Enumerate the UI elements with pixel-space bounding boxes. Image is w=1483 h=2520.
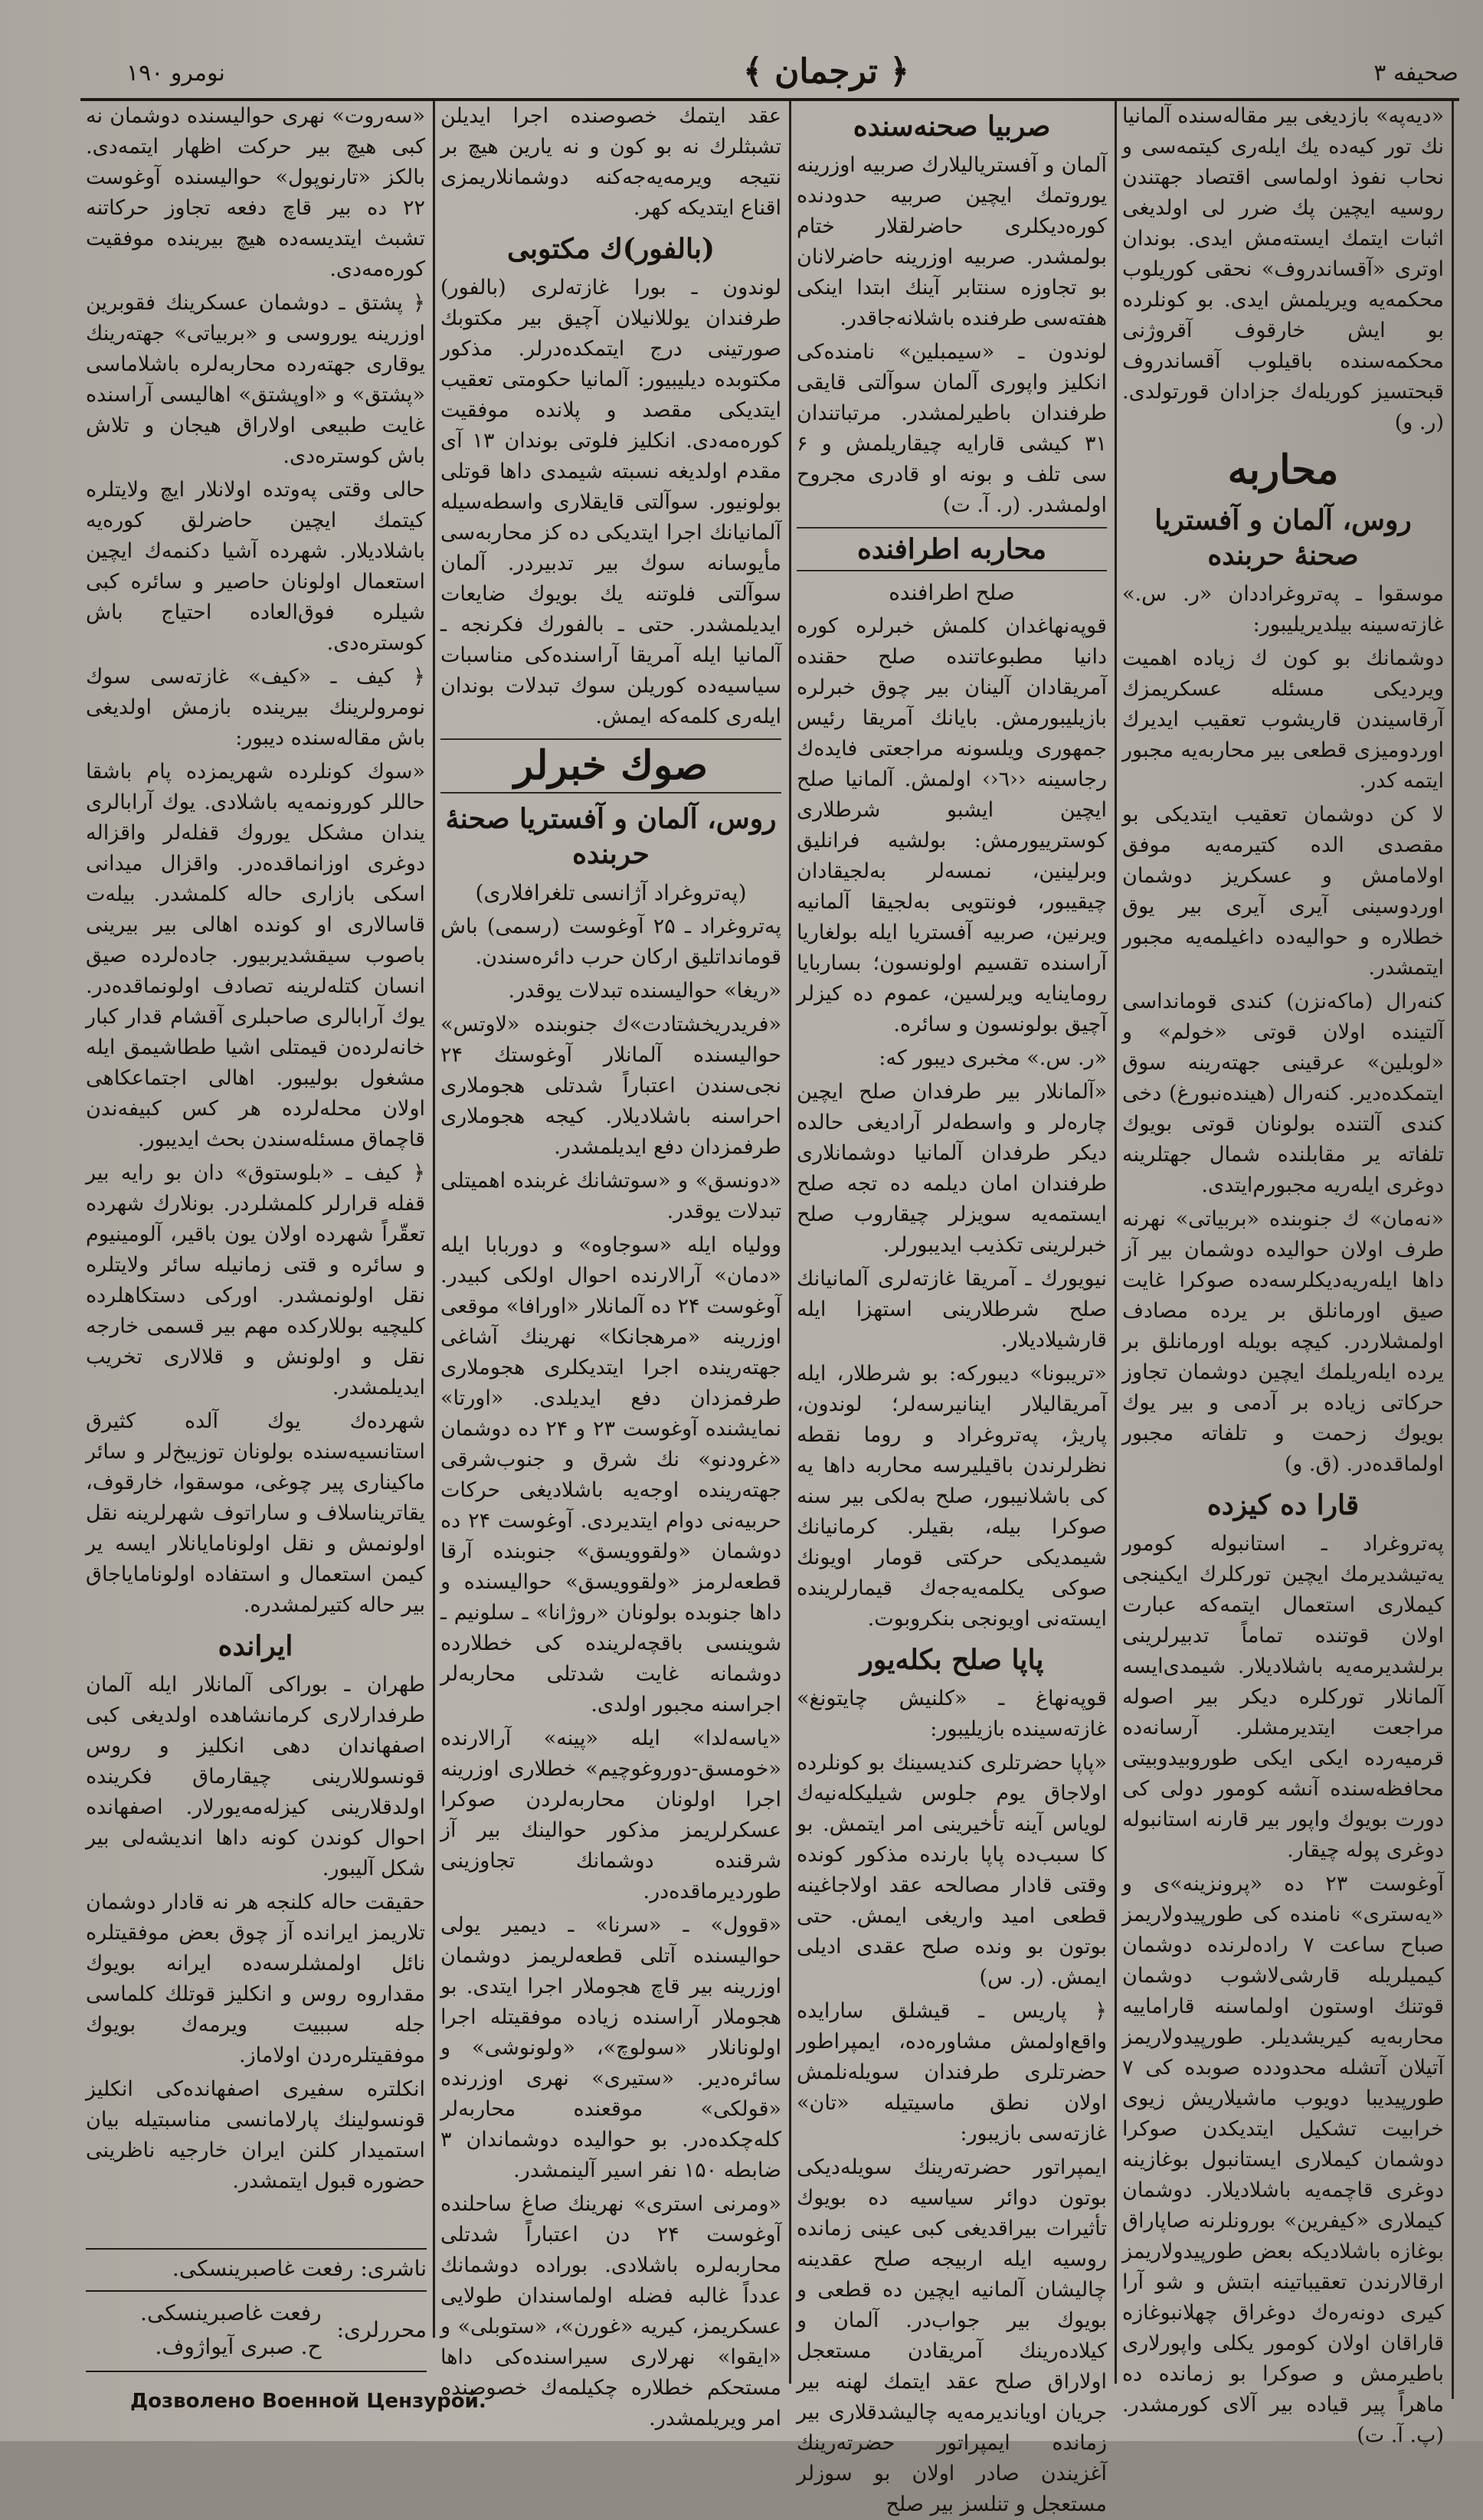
article-paragraph: قوپەنهاغدان کلمش خبرلره کوره دانیا مطبوعاتنده صلح حقنده آمریقادان آلینان بیر چوق خبرلره بازیلیبورمش. بایانك آمریقا رئیس جمهوری ویلسونه مراجعتی فایده‌ك رجاسینه ‹‹٦‹› اولمش. آلمانیا صلح ایچین ایشبو شرطلاری کوسترییورمش: بولشیه فرانلیق وبرلینین، نمسه‌لر بەلجیقادان چیقیبور، فونتویی بەلجیقا آلمانیه ویرنین، صربیه آفستریا ایله بولغاریا آراسنده تقسیم اولونسون؛ بساربایا روماینایه ویرلسین، عموم ده کیزلر آچیق بولونسون و سائره.	[797, 614, 1107, 1036]
article-paragraph: «ر. س.» مخبری دیبور که:	[879, 1046, 1107, 1070]
article-paragraph: «سەروت» نهری حوالیسنده دوشمان نه کبی هیچ بیر حرکت اظهار ایتمه‌دی. بالکز «تارنوپول» حوالیسنده آوغوست ۲۲ ده بیر قاچ دفعه تجاوز حرکاتنه تشبث ایتدیسه‌ده هیچ بیرینده موفقیت کوره‌مه‌دی.	[86, 104, 425, 281]
article-paragraph: لوندون ـ «سیمبلین» نامنده‌کی انکلیز واپوری آلمان سوآلتی قایقی طرفندان باطیرلمشدر. مرتباتندان ۳۱ کیشی قارایه چیقاریلمش و ۶ سی تلف و بونه او قادری مجروح اولمشدر. (ر. آ. ت)	[797, 340, 1107, 517]
article-paragraph: «ومرنی استری» نهرینك صاغ ساحلنده آوغوست ۲۴ دن اعتباراً شدتلی محاربه‌لره باشلادی. بوراده دوشمانك عدداً غالبه فضله اولماسندان طولایی عسکریمز، کیریه «غورن»، «ستوبلی» و «ایقوا» نهرلاری سیراسنده‌کی داها مستحکم خطلاره چکیلمه‌ك خصوصنده امر ویریلمشدر.	[440, 2192, 781, 2430]
publisher-name: رفعت غاصبرینسکی.	[172, 2256, 354, 2281]
publisher-line	[86, 2252, 427, 2286]
publisher-label: ناشری:	[360, 2256, 427, 2281]
section-heading: محاربه اطرافنده	[797, 527, 1107, 571]
article-paragraph: «دونسق» و «سوتشانك غربنده اهمیتلی تبدلات یوقدر.	[440, 1169, 781, 1223]
column-divider	[433, 101, 435, 2338]
editors-block	[86, 2296, 427, 2364]
article-paragraph: «تریبونا» دیبورکه: بو شرطلار، ایله آمریقالیلار اینانیرسه‌لر؛ لوندون، پاریژ، پەتروغراد و روما نقطه نظرلرندن باقیلیرسه محاربه داها یه کی باشلانیبور، صلح بەلکی بیر سنه صوکرا بیله، بقیلر. کرمانیانك شیمدیکی حرکتی قومار اویونك صوکی یکلمه‌یه‌جه‌ك قیمارلرینده ایستەنی اویونجی بنکروبوت.	[797, 1362, 1107, 1631]
newspaper-title: ﴿ ترجمان ﴾	[743, 52, 910, 91]
page-number: صحیفه ۳	[1373, 60, 1458, 87]
article-paragraph: ﴿ پاریس ـ قیشلق سارایده واقع‌اولمش مشاوره‌ده، ایمپراطور حضرتلری طرفندان سویلەنلمش اولان نطق ماسیتیله «تان» غازته‌سی بازیبور:	[797, 1999, 1107, 2145]
article-paragraph: طهران ـ بوراکی آلمانلار ایله آلمان طرفدارلاری کرمانشاهده اولدیغی کبی اصفهاندان دهی انکلیز و روس قونسوللارینی چیقارماق فکرینده اولدقلارینی کیزله‌مه‌یورلار. اصفهانده احوال کوندن کونه داها اندیشه‌لی بیر شکل آلیبور.	[86, 1673, 425, 1880]
article-heading: روس، آلمان و آفستریا صحنهٔ حربنده	[1154, 504, 1412, 571]
article-paragraph: «آلمانلار بیر طرفدان صلح ایچین چاره‌لر و واسطه‌لر آرادیغی حالده دیکر طرفدان آلمانیا دوشمانلاری طرفندان امان دیلمه ده تجه صلح ایستمه‌یه سویزلر چیقاروب صلح خبرلرینی تکذیب ایدیبورلر.	[797, 1080, 1107, 1257]
article-paragraph: لوندون ـ بورا غازته‌لری (بالفور) طرفندان یوللانیلان آچیق بیر مکتوبك صورتینی درج ایتمکده‌درلر. مذکور مکتوبده دیلیبیور: آلمانیا حکومتی تعقیب ایتدیکی مقصد و پلانده موفقیت کوره‌مه‌دی. انکلیز فلوتی بوندان ۱۳ آی مقدم اولدیغه نسبته شیمدی داها قوتلی بولونیور. سوآلتی قایقلاری واسطه‌سیله آلمانیانك اجرا ایتدیکی ده کز محاربه‌سی مأیوسانه سوك بیر تدبیردر. آلمان سوآلتی فلوتنه یك بویوك ضایعات ایدیلمشدر. حتی ـ بالفورك فکرنجه ـ آلمانیا ایله آمریقا آراسنده‌کی مناسبات سیاسیه‌ده کوریلن سوك تبدلات بوندان ایلەری کلمه‌که ایمش.	[440, 276, 781, 728]
article-paragraph: دوشمانك بو کون ك زیاده اهمیت ویردیکی مسئله عسکریمزك آرقاسیندن قاریشوب تعقیب ایدیرك اوردومیزی قطعی بیر محاربه‌یه مجبور ایتمه کدر.	[1122, 646, 1444, 793]
article-paragraph: آوغوست ۲۳ ده «پرونزینه»ی و «یەستری» نامنده کی طورپیدولاریمز صباح ساعت ۷ راده‌لرنده دوشمان کیمیلریله قارشی‌لاشوب دوشمان قوتنك اوستون اولماسنه قاراماییه محاربه‌یه کیریشدیلر. طورپیدولاریمز آتیلان آتشله محدود‌ده صوبده کی ۷ طورپیدیبا دویوب ماشیلاریش زیوی خرابیت تشکیل ایتدیکدن صوکرا دوشمان کیملاری ایستانبول بوغازینه دوغری قاچمه‌یه باشلادیلار. دوشمان کیملاری «کیفرین» بورونلرنه صاپاراق بوغازه باشلادیکه بعض طورپیدولاریمز ارقالارندن تعقیباتینه ابتش و شو آرا کیری دونه‌ره‌ك دوغراق چهلانبوغازه قاراقان اولان کومور یکلی واپورلاری باطیرمش و صوکرا بو زمانده ده ماهراً پیر قیاده بیر آلای کورمشدر. (پ. آ. ت)	[1122, 1872, 1444, 2447]
article-heading: روس، آلمان و آفستریا صحنهٔ حربنده	[445, 803, 777, 870]
article-heading: پاپا صلح بکله‌یور	[859, 1644, 1044, 1676]
page-header	[0, 44, 1483, 98]
article-paragraph: عقد ایتمك خصوصنده اجرا ایدیلن تشبثلرك نه بو کون و نه یارین هیچ بر نتیجه ویرمه‌یه‌جه‌کنه دوشمانلاریمزی اقناع ایتدیکه کهر.	[440, 104, 781, 220]
article-paragraph: آلمان و آفستریالیلارك صربیه اوزرینه یوروتمك ایچین صربیه حدودنده کوره‌دیکلری حاضرلقلار ختام بولمشدر. صربیه اوزرینه حاضرلانان بو تجاوزه سنتابر آینك ابتدا اینکی هفته‌سی طرفنده باشلانه‌جاقدر.	[797, 153, 1107, 330]
article-paragraph: ﴿ پشتق ـ دوشمان عسکرینك فقوبرین اوزرینه یوروسی و «بربیاتی» جهته‌رینك یوقاری جهته‌رده محاربه‌لره باشلاماسی «پشتق» و «اوپشتق» اهالیسی آراسنده غایت طبیعی اولاراق هیجان و تلاش باش کوستره‌دی.	[86, 291, 425, 468]
article-paragraph: پەتروغراد ـ ۲۵ آوغوست (رسمی) باش قومانداتلیق ارکان حرب دائره‌سندن.	[440, 915, 781, 969]
article-paragraph: «دیەپه» بازدیغی بیر مقاله‌سنده آلمانیا نك تور کیه‌ده یك ایلەری کیتمه‌سی و نحاب نفوذ اولماسی اقتصاد جهتندن روسیه ایچین پك ضرر لی اولدیغی اثبات ایتمك ایستەمش ایدی. بوندان اوتری «آقساندروف» نحقی کوریلوب محکمه‌یه ویریلمش ایدی. بو کونلرده بو ایش خارقوف آقروژنی محکمه‌سنده باقیلوب آقساندروف قبحتسیز کوریله‌ك جزادان قورتولدی. (ر. و)	[1122, 104, 1444, 434]
article-heading: ایرانده	[218, 1630, 293, 1662]
article-heading: (بالفور)‌ك مکتوبی	[506, 233, 715, 265]
article-paragraph: «سوك کونلرده شهریمزده پام باشقا حاللر کورونمه‌یه باشلادی. یوك آرابالری یندان مشکل یوروك قفله‌لر واقزاله دوغری اوزانماقده‌در. واقزال میدانی اسکی بازاری حاله کلمشدر. بیلەت قاسالاری او کونده اهالی بیر بیرینی باصوب سیقشدیربیور. جاده‌لرده صیق انسان کتله‌لرینه تصادف اولونماقده‌در. یوك آرابالری صاحبلری آقشام قدار کبار خانه‌لرده‌ن قیمتلی اشیا ططاشیمق ایله مشغول بولیبور. اهالی اجتماعکاهی اولان محله‌لرده هر کس کبیفه‌ندن قاچماق مسئله‌سندن بحث ایدیبور.	[86, 760, 425, 1151]
article-paragraph: ﴿ کیف ـ «کیف» غازته‌سی سوك نومرولرینك بیرینده بازمش اولدیغی باش مقاله‌سنده دیبور:	[86, 665, 425, 750]
article-paragraph: لا کن دوشمان تعقیب ایتدیکی بو مقصدی الده کتیرمه‌یه موفق اولامامش و عسکریز دوشمان اوردوسینی آیری آیری بیر یوق خطلاره و حوالیه‌ده داغیلمه‌یه مجبور ایتمشدر.	[1122, 803, 1444, 980]
editor-name: رفعت غاصبرینسکی.	[140, 2300, 322, 2325]
censorship-notice: Дозволено Военной Цензурой.	[130, 2390, 486, 2413]
article-paragraph: ایمپراتور حضرته‌رینك سویلەدیکی بوتون دوائر سیاسیه ده بویوك تأثیرات بیراقدیغی کبی عینی زمانده روسیه ایله اربیجه صلح عقدینه چالیشان آلمانیه ایچین ده قطعی و بویوك بیر جواب‌در. آلمان و کیلاده‌رینك آمریقادن مستعجل اولاراق صلح عقد ایتمك لهنه بیر جریان اویاندیرمه‌یه چالیشدقلاری بیر زمانده ایمپراتور حضرته‌رینك آغزیندن صادر اولان بو سوزلر مستعجل و تنلسز بیر صلح	[797, 2155, 1107, 2516]
editor-name: ح. صبری آیواژوف.	[155, 2334, 322, 2359]
section-heading-latest-news: صوك خبرلر	[440, 738, 781, 794]
article-paragraph: قوپەنهاغ ـ «کلنیش چایتونغ» غازته‌سینده بازیلیبور:	[797, 1687, 1107, 1741]
article-paragraph: موسقوا ـ پەتروغراددان «ر. س.» غازته‌سینه بیلدیریلیبور:	[1122, 582, 1444, 637]
article-paragraph: شهرده‌ك یوك آلده کثیرق استانسیه‌سنده بولونان توزیبخ‌لر و سائر ماکیناری پیر چوغی، موسقوا، خارقوف، یقاتریناسلاف و ساراتوف شهرلرینه نقل اولونمش و نقل اولونامایانلار ایسه یر کیمن استعمال و استفاده اولونامایاجاق بیر حاله کتیرلمشدره.	[86, 1409, 425, 1617]
article-paragraph: «نەمان» ك جنوبنده «بربیاتی» نهرنه طرف اولان حوالیده دوشمان بیر آز داها ایلەریه‌دیکلرسه‌ده صوکرا غایت صیق اورمانلق بر یرده مصادف اولمشلاردر. کیچه بویله اورمانلق بر یرده ایلەریلمك ایچین دوشمان تجاوز حرکاتی زیاده بر آدمی و بیر یوك بویوك زحمت و تلفاته مجبور اولماقده‌در. (ق. و)	[1122, 1207, 1444, 1476]
column-4	[1122, 101, 1444, 2447]
article-paragraph: کنەرال (ماکەنزن) کندی قومانداسی آلتینده اولان قوتی «خولم» و «لوبلین» عرقینی جهته‌رینه سوق ایتمکده‌دیر. کنەرال (هیندەنبورغ) دخی کندی آلتنده بولونان قوتی بویوك تلفاته یر مقابلنده شمال جهتلرینه دوغری ایلەریه مجبورم‌ایتدی.	[1122, 990, 1444, 1197]
article-paragraph: نیویورك ـ آمریقا غازته‌لری آلمانیانك صلح شرطلارینی استهزا ایله قارشیلادیلار.	[797, 1267, 1107, 1352]
signature-rule	[86, 2290, 427, 2292]
article-paragraph: «ریغا» حوالیسنده تبدلات یوقدر.	[508, 979, 781, 1003]
article-subheading: صلح اطرافنده	[889, 580, 1015, 605]
column-1	[86, 101, 425, 2238]
article-heading: صربیا صحنه‌سنده	[853, 110, 1051, 142]
column-divider	[1115, 101, 1117, 2384]
editors-label: محررلری:	[336, 2317, 427, 2342]
article-paragraph: پەتروغراد ـ استانبوله کومور یەتیشدیرمك ایچین تورکلرك ایکینجی کیملاری استعمال ایتمه‌که عبارت اولان قوتنده تماماً تدبیرلرینی برلشدیرمه‌یه باشلادیلار. شیمدی‌ایسه آلمانلار تورکلره دیکر بیر اصوله مراجعت ایتدیرمشلر. آرسانه‌ده قرمیه‌رده ایکی ایکی طوروبیدوبیتی محافظه‌سنده آنشه کومور دولی کی دورت بویوك واپور بیر قارنه استانبوله دوغری پوله چیقار.	[1122, 1532, 1444, 1862]
section-heading-war: محاربه	[1227, 447, 1339, 493]
article-paragraph: وولیاه ایله «سوجاوه» و دوربابا ایله «دمان» آرالارنده احوال اولکی کبیدر. آوغوست ۲۴ ده آلمانلار «اورافا» موقعی اوزرینه «مرهجانکا» نهرینك آشاغی جهته‌رینده اجرا ایتدیکلری هجوملاری طرفمزدان دفع ایدیلدی. «اورتا» نمایشنده آوغوست ۲۳ و ۲۴ ده دوشمان «غرودنو» نك شرق و جنوب‌شرقی جهته‌رینده اوجه‌یه باشلادیغی حرکات حربیه‌نی دوام ایتدیردی. آوغوست ۲۴ ده دوشمان «ولقوویسق» جنوبنده آرقا قطعه‌لرمز «ولقوویسق» حوالیسنده و داها جنوبده بولونان «روژانا» ـ سلونیم ـ شوینسی باقچه‌لرینده کی خطلارده دوشمانه غایت شدتلی محاربه‌لر اجراسنه مجبور اولدی.	[440, 1233, 782, 1717]
article-paragraph: «یاسه‌لدا» ایله «پینه» آرالارنده «خومسق-دوروغوچیم» خطلاری اوزرینه اجرا اولونان محاربه‌لردن صوکرا عسکرلریمز مذکور حوالینك بیر آز شرقنده دوشمانك تجاوزینی طوردیرماقده‌در.	[440, 1726, 781, 1903]
article-paragraph: انکلتره سفیری اصفهانده‌کی انکلیز قونسولینك پارلامانسی مناسبتیله بیان استمیدار کلنن ایران خارجیه ناظرینی حضوره قبول ایتمشدر.	[86, 2077, 425, 2193]
article-paragraph: «پاپا حضرتلری کندیسینك بو کونلرده اولاجاق یوم جلوس شیلیکلەنیه‌ك لویاس آینه تأخیرینی امر ایتمش. بو کا سبب‌ده پاپا بارنده مذکور کونده وقتی قادار مصالحه عقد اولاجاغینه قطعی امید واریغی ایمش. حتی بوتون بو ونده صلح عقدی ادیلی ایمش. (ر. س)	[797, 1751, 1107, 1989]
article-paragraph: حالی وقتی پەوتده اولانلار ایچ ولایتلره کیتمك ایچین حاضرلق کوره‌یه باشلادیلار. شهرده آشیا دکنمه‌ك ایچین استعمال اولونان حاصیر و سائره کبی شیلره فوق‌العاده احتیاج باش کوستره‌دی.	[86, 478, 425, 655]
column-2	[440, 101, 782, 2430]
article-heading: قارا ده کیزده	[1206, 1489, 1360, 1521]
column-divider	[789, 101, 791, 2384]
signature-rule	[86, 2248, 427, 2250]
article-paragraph: «قوول» ـ «سرنا» ـ دیمیر یولی حوالیسنده آتلی قطعه‌لریمز دوشمان اوزرینه بیر قاچ هجوملار اجرا ایتدی. بو هجوملار آراسنده زیاده موفقیتله اجرا اولونانلار «سولوچ»، «ولونوشی» و سائره‌دیر. «ستیری» نهری اوزرنده «قولکی» موقعنده محاربه‌لر کله‌چکده‌در. بو حوالیده دوشماندان ۳ ضابطه ۱۵۰ نفر اسیر آلینمشدر.	[440, 1913, 781, 2182]
column-3	[797, 101, 1107, 2516]
article-paragraph: ﴿ کیف ـ «بلوستوق» دان بو رایه بیر قفله قرارلر کلمشلردر. بونلارك شهرده تعقّراً شهرده اولان یون باقیر، آلومینیوم و سائره و قتی زمانیله سائر ولایتلره نقل اولونمشدر. اورکی دستکاهلرده کلیچیه بوللارکده مهم بیر قسمی خارجه نقل و اولونش و قلالاری تخریب ایدیلمشدر.	[86, 1161, 425, 1399]
signature-rule	[86, 2371, 427, 2372]
article-paragraph: «فریدریخشتادت»‌ك جنوبنده «لاوتس» حوالیسنده آلمانلار آوغوستك ۲۴ نجی‌سندن اعتباراً شدتلی هجوملاری احراسنه باشلادیلار. کیجه هجوملاری طرفمزدان دفع ایدیلمشدر.	[440, 1013, 781, 1159]
page-edge-rule	[1452, 101, 1454, 2399]
issue-number: نومرو ۱۹۰	[126, 60, 225, 87]
article-paragraph: حقیقت حاله کلنجه هر نه قادار دوشمان تلاریمز ایرانده آز چوق بعض موفقیتلره نائل اولمشلرسه‌ده ایرانه بویوك مقداروه روس و انکلیز قوتلك کلماسی جله سببیت ویرمه‌ك بویوك موفقیتلره‌ردن اولاماز.	[86, 1890, 425, 2067]
article-subheading: (پەتروغراد آژانسی تلغرافلاری)	[475, 880, 747, 905]
